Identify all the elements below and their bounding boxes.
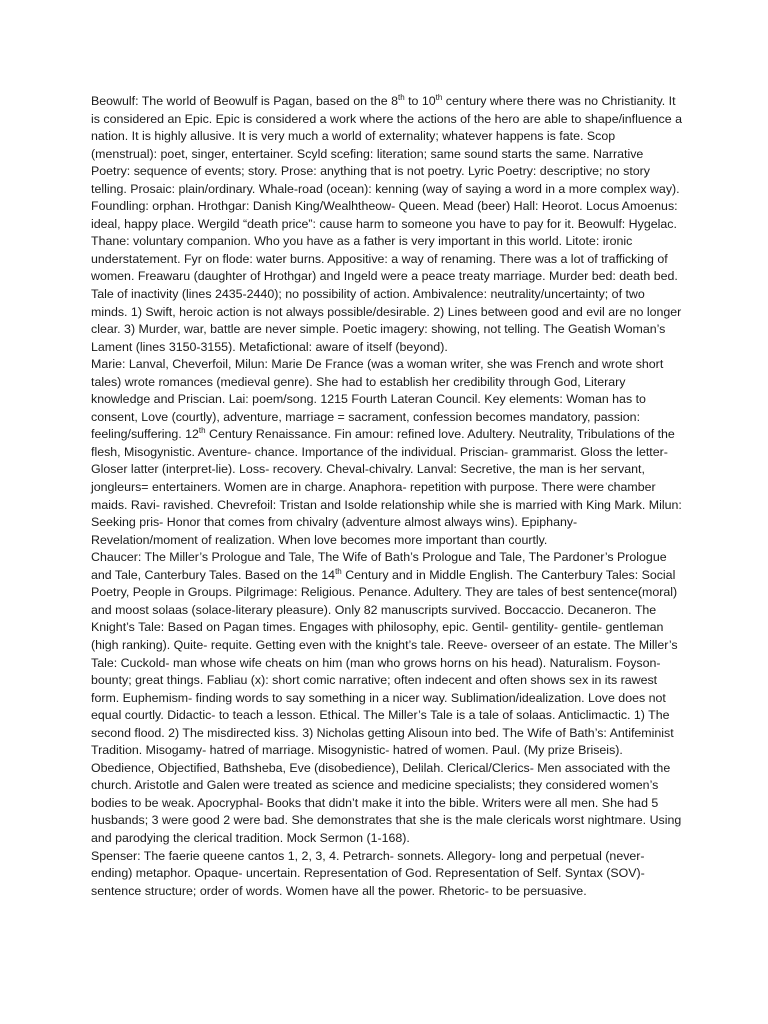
paragraph-beowulf-text: Beowulf: The world of Beowulf is Pagan, based on the 8th to 10th century where there was no Christianity. It is considered an Epic. Epic is considered a work where the actions of the hero are able to shape/influence a nation. It is highly allusive. It is very much a world of externality; whatever happens is fate. Scop (menstrual): poet, singer, entertainer. Scyld scefing: literation; same sound starts the same. Narrative Poetry: sequence of events; story. Prose: anything that is not poetry. Lyric Poetry: descriptive; no story telling. Prosaic: plain/ordinary. Whale-road (ocean): kenning (way of saying a word in a more complex way). Foundling: orphan. Hrothgar: Danish King/Wealhtheow- Queen. Mead (beer) Hall: Heorot. Locus Amoenus: ideal, happy place. Wergild “death price”: cause harm to someone you have to pay for it. Beowulf: Hygelac. Thane: voluntary companion. Who you have as a father is very important in this world. Litote: ironic understatement. Fyr on flode: water burns. Appositive: a way of renaming. There was a lot of trafficking of women. Freawaru (daughter of Hrothgar) and Ingeld were a peace treaty marriage. Murder bed: death bed. Tale of inactivity (lines 2435-2440); no possibility of action. Ambivalence: neutrality/uncertainty; of two minds. 1) Swift, heroic action is not always possible/desirable. 2) Lines between good and evil are no longer clear. 3) Murder, war, battle are never simple. Poetic imagery: showing, not telling. The Geatish Woman’s Lament (lines 3150-3155). Metafictional: aware of itself (beyond). — [91, 92, 682, 354]
paragraph-marie-text: Marie: Lanval, Cheverfoil, Milun: Marie De France (was a woman writer, she was French and wrote short tales) wrote romances (medieval genre). She had to establish her credibility through God, Literary knowledge and Priscian. Lai: poem/song. 1215 Fourth Lateran Council. Key elements: Woman has to consent, Love (courtly), adventure, marriage = sacrament, confession becomes mandatory, passion: feeling/suffering. 12th Century Renaissance. Fin amour: refined love. Adultery. Neutrality, Tribulations of the flesh, Misogynistic. Aventure- chance. Importance of the individual. Priscian- grammarist. Gloss the letter- Gloser latter (interpret-lie). Loss- recovery. Cheval-chivalry. Lanval: Secretive, the man is her servant, jongleurs= entertainers. Women are in charge. Anaphora- repetition with purpose. There were chamber maids. Ravi- ravished. Chevrefoil: Tristan and Isolde relationship while she is married with King Mark. Milun: Seeking pris- Honor that comes from chivalry (adventure almost always wins). Epiphany- Revelation/moment of realization. When love becomes more important than courtly. — [91, 357, 682, 547]
paragraph-marie — [91, 356, 682, 549]
paragraph-chaucer — [91, 549, 682, 847]
paragraph-spenser-text: Spenser: The faerie queene cantos 1, 2, 3, 4. Petrarch- sonnets. Allegory- long and perpetual (never-ending) metaphor. Opaque- uncertain. Representation of God. Representation of Self. Syntax (SOV)- sentence structure; order of words. Women have all the power. Rhetoric- to be persuasive. — [91, 848, 645, 898]
document-page — [91, 93, 682, 900]
ordinal-superscript: th — [198, 426, 206, 436]
ordinal-superscript: th — [335, 566, 342, 576]
paragraph-spenser — [91, 848, 682, 901]
ordinal-superscript: th — [435, 92, 443, 102]
ordinal-superscript: th — [397, 92, 405, 102]
paragraph-chaucer-text: Chaucer: The Miller’s Prologue and Tale, The Wife of Bath’s Prologue and Tale, The Pardoner’s Prologue and Tale, Canterbury Tales. Based on the 14th Century and in Middle English. The Canterbury Tales: Social Poetry, People in Groups. Pilgrimage: Religious. Penance. Adultery. They are tales of best sentence(moral) and moost solaas (solace-literary pleasure). Only 82 manuscripts survived. Boccaccio. Decaneron. The Knight’s Tale: Based on Pagan times. Engages with philosophy, epic. Gentil- gentility- gentile- gentleman (high ranking). Quite- requite. Getting even with the knight’s tale. Reeve- overseer of an estate. The Miller’s Tale: Cuckold- man whose wife cheats on him (man who grows horns on his head). Naturalism. Foyson- bounty; great things. Fabliau (x): short comic narrative; often indecent and often shows sex in its rawest form. Euphemism- finding words to say something in a nicer way. Sublimation/idealization. Love does not equal courtly. Didactic- to teach a lesson. Ethical. The Miller’s Tale is a tale of solaas. Anticlimactic. 1) The second flood. 2) The misdirected kiss. 3) Nicholas getting Alisoun into bed. The Wife of Bath’s: Antifeminist Tradition. Misogamy- hatred of marriage. Misogynistic- hatred of women. Paul. (My prize Briseis). Obedience, Objectified, Bathsheba, Eve (disobedience), Delilah. Clerical/Clerics- Men associated with the church. Aristotle and Galen were treated as science and medicine specialists; they considered women’s bodies to be weak. Apocryphal- Books that didn’t make it into the bible. Writers were all men. She had 5 husbands; 3 were good 2 were bad. She demonstrates that she is the male clericals worst nightmare. Using and parodying the clerical tradition. Mock Sermon (1-168). — [91, 550, 682, 845]
paragraph-beowulf — [91, 93, 682, 356]
